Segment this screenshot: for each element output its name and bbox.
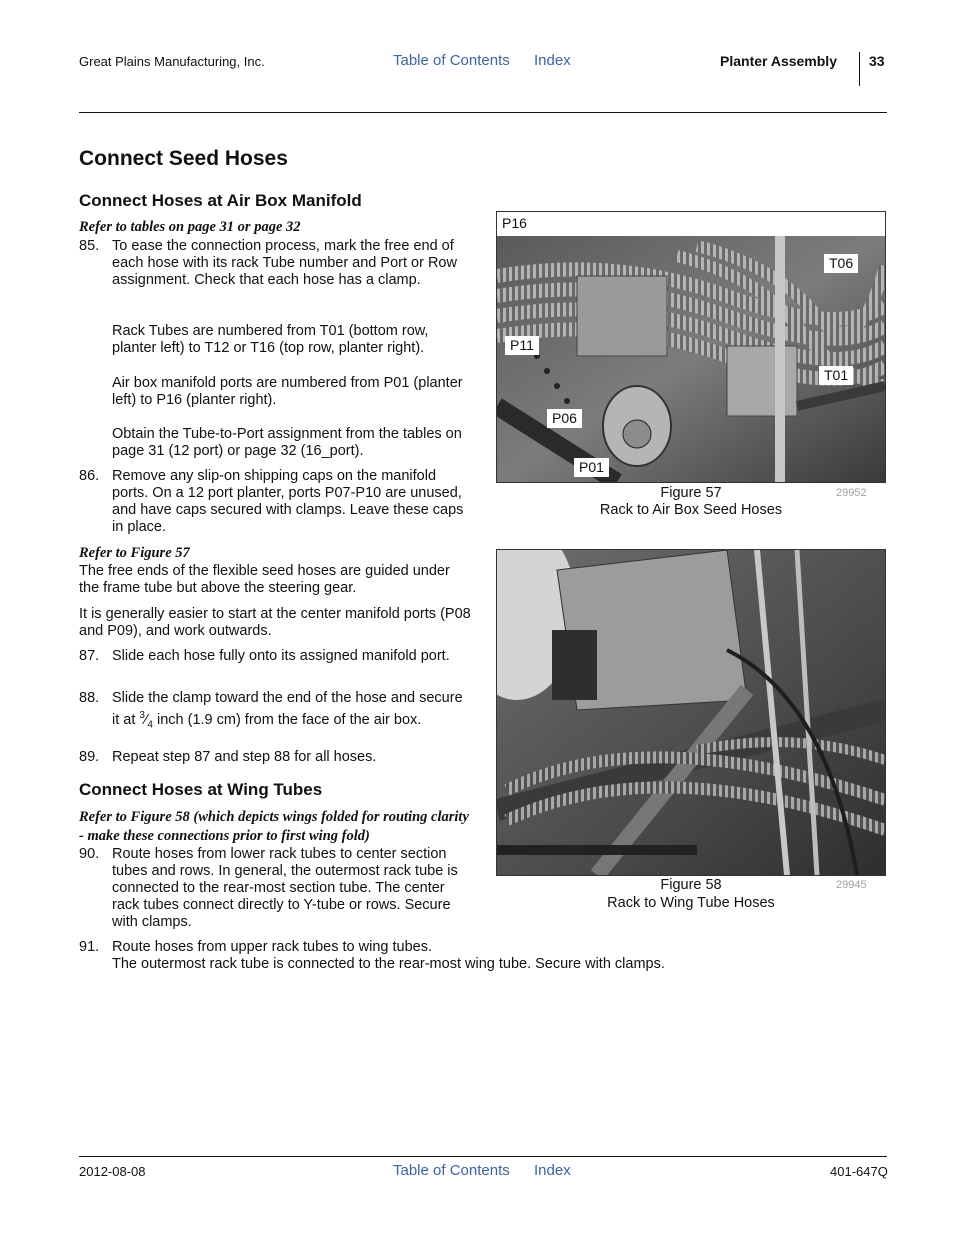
step-85-p2: Rack Tubes are numbered from T01 (bottom row, planter left) to T12 or T16 (top row, planter right).	[112, 323, 429, 356]
figure-58-frame	[496, 549, 886, 876]
step-88-pre: Slide the clamp toward the end of the hose and secure it at	[112, 690, 463, 728]
step-91-number: 91.	[79, 939, 100, 955]
footer-doc-number: 401-647Q	[830, 1164, 888, 1179]
footer-index-link[interactable]: Index	[534, 1162, 571, 1179]
footer-date: 2012-08-08	[79, 1164, 146, 1179]
step-87-number: 87.	[79, 648, 100, 664]
step-86-number: 86.	[79, 468, 100, 484]
step-87-text: Slide each hose fully onto its assigned manifold port.	[112, 648, 450, 664]
figure-58-number: Figure 58	[660, 877, 722, 893]
step-86-text: Remove any slip-on shipping caps on the manifold ports. On a 12 port planter, ports P07-P10 are unused, and have caps secured with clamps. Leave these caps in place.	[112, 468, 464, 535]
step-90-number: 90.	[79, 846, 100, 862]
step-88-post: inch (1.9 cm) from the face of the air box.	[152, 711, 422, 728]
footer-rule	[79, 1156, 887, 1157]
figure-57-frame	[496, 211, 886, 483]
ref-figure-58: Refer to Figure 58 (which depicts wings folded for routing clarity - make these connections prior to first wing fold)	[79, 809, 469, 844]
heading-wing-tubes: Connect Hoses at Wing Tubes	[79, 780, 323, 799]
para-center-ports: It is generally easier to start at the center manifold ports (P08 and P09), and work outwards.	[79, 606, 471, 639]
step-88-number: 88.	[79, 690, 100, 706]
step-85-p1: To ease the connection process, mark the free end of each hose with its rack Tube number and Port or Row assignment. Check that each hose has a clamp.	[112, 238, 457, 288]
step-85-p4: Obtain the Tube-to-Port assignment from the tables on page 31 (12 port) or page 32 (16_port).	[112, 426, 462, 459]
figure-58-title: Rack to Wing Tube Hoses	[607, 895, 775, 911]
step-91-line1: Route hoses from upper rack tubes to wing tubes.	[112, 939, 432, 955]
step-85-p3: Air box manifold ports are numbered from P01 (planter left) to P16 (planter right).	[112, 375, 463, 408]
figure-57-title: Rack to Air Box Seed Hoses	[599, 502, 783, 518]
step-91-line2: The outermost rack tube is connected to the rear-most wing tube. Secure with clamps.	[112, 956, 665, 972]
figure-57-top-label: P16	[502, 215, 527, 231]
section-title: Planter Assembly	[720, 53, 837, 69]
figure-57-image-number: 29952	[836, 487, 867, 499]
company-name: Great Plains Manufacturing, Inc.	[79, 54, 265, 69]
callout-p06: P06	[547, 409, 582, 428]
figure-57-number: Figure 57	[660, 485, 722, 501]
fraction-numerator: 3	[139, 710, 145, 721]
footer-toc-link[interactable]: Table of Contents	[393, 1162, 510, 1179]
fraction-denominator: 4	[147, 719, 153, 731]
ref-tables: Refer to tables on page 31 or page 32	[79, 219, 301, 235]
step-89-text: Repeat step 87 and step 88 for all hoses.	[112, 749, 377, 765]
wing-tube-photo-illustration	[497, 550, 885, 875]
header-divider	[859, 52, 860, 86]
heading-air-box-manifold: Connect Hoses at Air Box Manifold	[79, 191, 362, 210]
para-hose-routing: The free ends of the flexible seed hoses are guided under the frame tube but above the steering gear.	[79, 563, 450, 596]
step-89-number: 89.	[79, 749, 100, 765]
ref-figure-57: Refer to Figure 57	[79, 545, 190, 561]
step-88-text: Slide the clamp toward the end of the hose and secure it at $^3⁄_4$ inch (1.9 cm) from the face of the air box.	[112, 690, 463, 731]
figure-58-image-number: 29945	[836, 879, 867, 891]
header-index-link[interactable]: Index	[534, 52, 571, 69]
callout-t06: T06	[824, 254, 858, 273]
page-number: 33	[869, 53, 885, 69]
header-rule	[79, 112, 887, 113]
callout-t01: T01	[819, 366, 853, 385]
callout-p11: P11	[505, 336, 539, 355]
page-title: Connect Seed Hoses	[79, 147, 288, 170]
callout-p01: P01	[574, 458, 609, 477]
header-toc-link[interactable]: Table of Contents	[393, 52, 510, 69]
step-85-number: 85.	[79, 238, 100, 254]
step-90-text: Route hoses from lower rack tubes to center section tubes and rows. In general, the outermost rack tube is connected to the rear-most section tube. The center rack tubes connect directly to Y-tube or rows. Secure with clamps.	[112, 846, 458, 930]
